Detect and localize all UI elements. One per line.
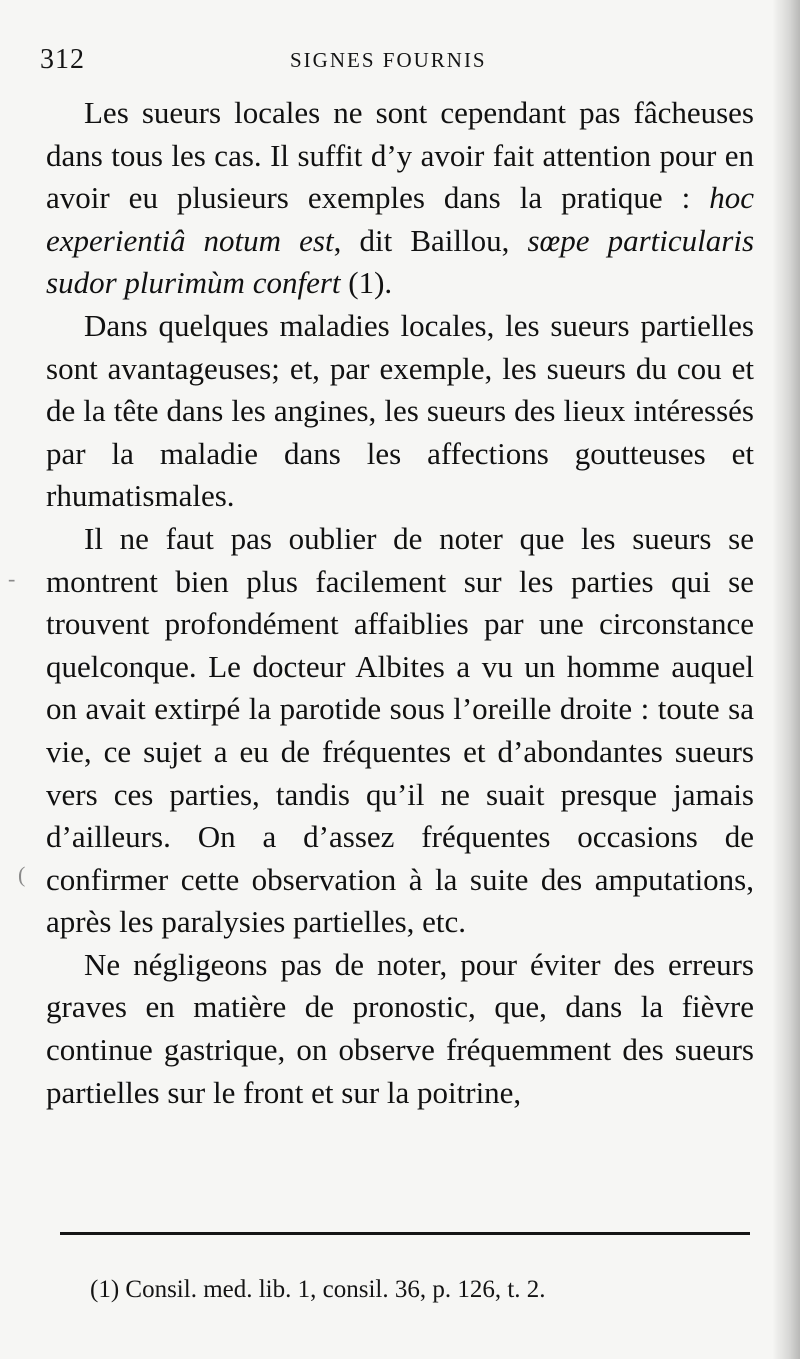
text-segment: Dans quelques maladies locales, les sueurs partielles sont avantageuses; et, par exemple, les sueurs du cou et de la tête dans les angines, les sueurs des lieux intéressés par la maladie dans les affections goutteuses et rhumatismales. (46, 307, 754, 514)
footnote-reference: (1). (340, 265, 393, 301)
page-gutter-shadow (772, 0, 800, 1359)
footnote-divider (60, 1232, 750, 1235)
paragraph (46, 92, 754, 305)
margin-bracket-mark: ( (18, 862, 26, 887)
paragraph (46, 305, 754, 518)
paragraph (46, 518, 754, 944)
text-segment: Il ne faut pas oublier de noter que les sueurs se montrent bien plus facilement sur les parties qui se trouvent profondément affaiblies par une circonstance quelconque. Le docteur Albites a vu un homme auquel on avait extirpé la parotide sous l’oreille droite : toute sa vie, ce sujet a eu de fréquentes et d’abondantes sueurs vers ces parties, tandis qu’il ne suait presque jamais d’ailleurs. On a d’assez fréquentes occasions de confirmer cette observation à la suite des amputations, après les paralysies partielles, etc. (46, 520, 754, 940)
running-head: SIGNES FOURNIS (290, 48, 487, 72)
text-segment: Les sueurs locales ne sont cependant pas fâcheuses dans tous les cas. Il suffit d’y avoir fait attention pour en avoir eu plusieurs exemples dans la pratique : (46, 95, 754, 216)
footnote: (1) Consil. med. lib. 1, consil. 36, p. 126, t. 2. (90, 1276, 546, 1303)
text-segment: Ne négligeons pas de noter, pour éviter des erreurs graves en matière de pronostic, que, dans la fièvre continue gastrique, on observe fréquemment des sueurs partielles sur le front et sur la poitrine, (46, 946, 754, 1110)
paragraph (46, 944, 754, 1114)
page-number: 312 (40, 44, 85, 75)
latin-quote: hoc experientiâ notum est (46, 180, 754, 258)
margin-dash-mark: - (8, 566, 16, 591)
text-segment: , dit Baillou, (333, 222, 528, 258)
latin-quote: sœpe particularis sudor plurimùm confert (46, 222, 755, 301)
body-text (46, 92, 754, 1114)
page-header (40, 44, 740, 84)
